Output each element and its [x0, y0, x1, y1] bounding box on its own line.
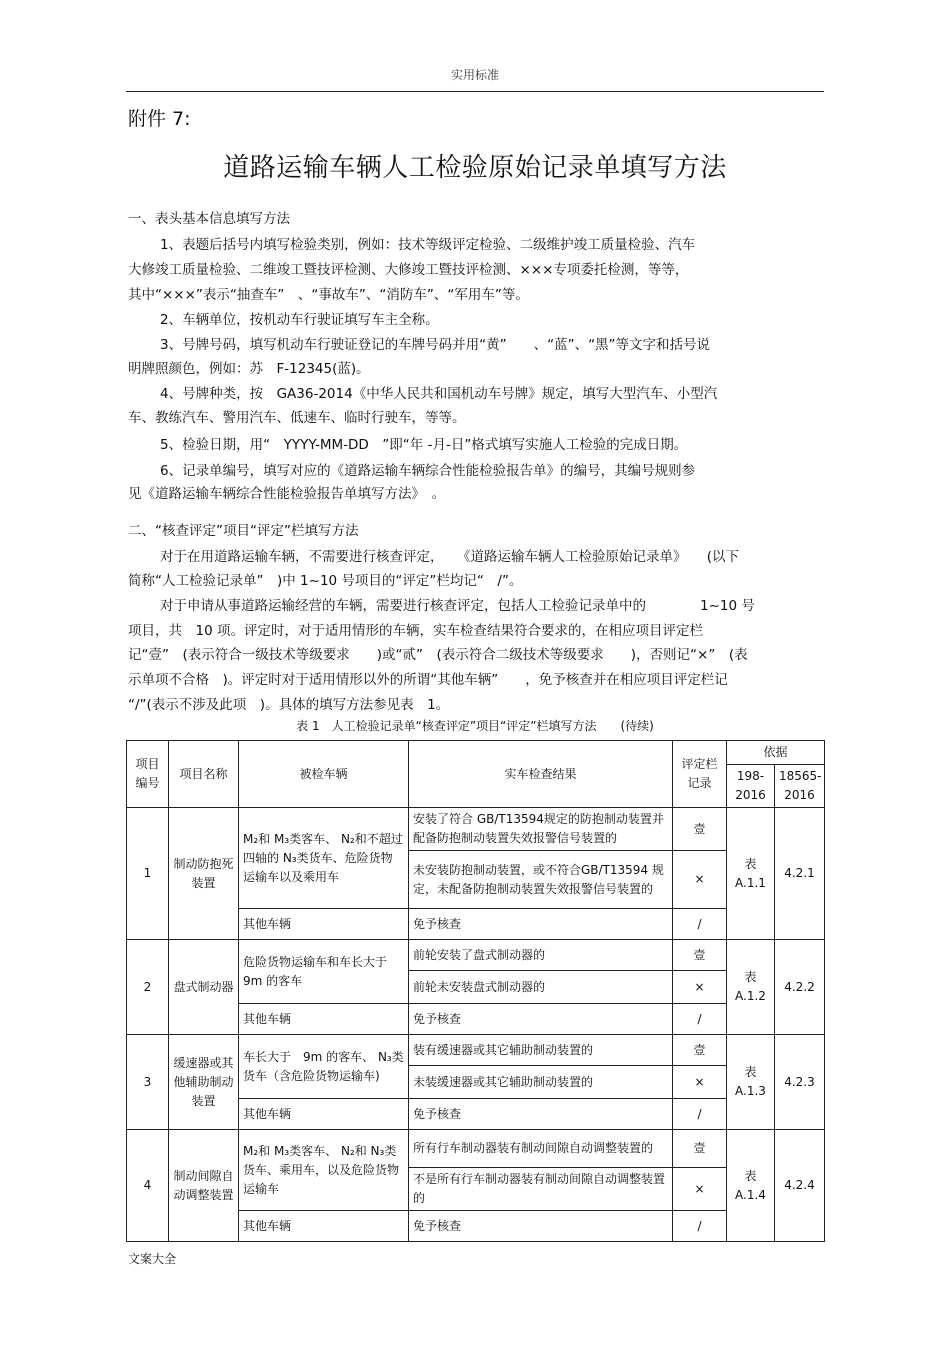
- header-result: 实车检查结果: [409, 741, 673, 808]
- row-basis-198: 表 A.1.3: [727, 1035, 775, 1130]
- row-basis-18565: 4.2.3: [775, 1035, 825, 1130]
- row-basis-18565: 4.2.2: [775, 940, 825, 1035]
- section2-heading: 二、“核查评定”项目“评定”栏填写方法: [128, 523, 359, 539]
- section2-line: 记“壹” (表示符合一级技术等级要求 )或“贰” (表示符合二级技术等级要求 )，否则记“×” (表: [128, 647, 748, 663]
- row-no: 1: [127, 808, 169, 940]
- section1-heading: 一、表头基本信息填写方法: [128, 211, 290, 227]
- row-other-vehicle: 其他车辆: [239, 1099, 409, 1130]
- row-rating-pass: 壹: [673, 1130, 727, 1168]
- row-exempt: 免予核查: [409, 1211, 673, 1242]
- section1-line: 3、号牌号码，填写机动车行驶证登记的车牌号码并用“黄” 、“蓝”、“黑”等文字和括号说: [160, 337, 711, 353]
- row-vehicle: 危险货物运输车和车长大于 9m 的客车: [239, 940, 409, 1004]
- row-vehicle: 车长大于 9m 的客车、 N₃类货车（含危险货物运输车): [239, 1035, 409, 1099]
- section1-line: 见《道路运输车辆综合性能检验报告单填写方法》 。: [128, 486, 446, 502]
- row-rating-fail: ×: [673, 1066, 727, 1099]
- row-rating-pass: 壹: [673, 1035, 727, 1066]
- section1-line: 6、记录单编号，填写对应的《道路运输车辆综合性能检验报告单》的编号，其编号规则参: [160, 463, 696, 479]
- row-basis-198: 表 A.1.4: [727, 1130, 775, 1242]
- section1-line: 车、教练汽车、警用汽车、低速车、临时行驶车，等等。: [128, 410, 466, 426]
- row-rating-pass: 壹: [673, 808, 727, 851]
- row-rating-pass: 壹: [673, 940, 727, 971]
- row-other-vehicle: 其他车辆: [239, 1004, 409, 1035]
- row-exempt: 免予核查: [409, 1004, 673, 1035]
- header-basis: 依据: [727, 741, 825, 765]
- row-result-pass: 前轮安装了盘式制动器的: [409, 940, 673, 971]
- row-other-vehicle: 其他车辆: [239, 909, 409, 940]
- row-rating-exempt: /: [673, 909, 727, 940]
- section1-line: 1、表题后括号内填写检验类别，例如：技术等级评定检验、二级维护竣工质量检验、汽车: [160, 237, 696, 253]
- annex-label: 附件 7:: [128, 108, 191, 130]
- row-name: 缓速器或其他辅助制动装置: [169, 1035, 239, 1130]
- header-no: 项目编号: [127, 741, 169, 808]
- row-result-pass: 所有行车制动器装有制动间隙自动调整装置的: [409, 1130, 673, 1168]
- row-other-vehicle: 其他车辆: [239, 1211, 409, 1242]
- header-name: 项目名称: [169, 741, 239, 808]
- row-result-fail: 未安装防抱制动装置，或不符合GB/T13594 规定，未配备防抱制动装置失效报警信号装置的: [409, 851, 673, 909]
- section2-line: 示单项不合格 )。评定时对于适用情形以外的所谓“其他车辆” ，免予核查并在相应项目评定栏记: [128, 672, 728, 688]
- header-divider: [126, 91, 824, 92]
- table-caption: 表 1 人工检验记录单“核查评定”项目“评定”栏填写方法 (待续): [296, 719, 654, 733]
- row-rating-fail: ×: [673, 971, 727, 1004]
- section1-line: 大修竣工质量检验、二维竣工暨技评检测、大修竣工暨技评检测、×××专项委托检测，等等，: [128, 262, 689, 278]
- header-rating: 评定栏记录: [673, 741, 727, 808]
- row-rating-exempt: /: [673, 1099, 727, 1130]
- header-std-18565: 18565-2016: [775, 765, 825, 808]
- row-result-fail: 不是所有行车制动器装有制动间隙自动调整装置的: [409, 1168, 673, 1211]
- row-no: 4: [127, 1130, 169, 1242]
- row-rating-exempt: /: [673, 1004, 727, 1035]
- row-vehicle: M₂和 M₃类客车、 N₂和 N₃类货车、乘用车，以及危险货物运输车: [239, 1130, 409, 1211]
- page-footer: 文案大全: [128, 1252, 177, 1266]
- section1-line: 明牌照颜色，例如：苏 F-12345(蓝)。: [128, 361, 370, 377]
- row-exempt: 免予核查: [409, 1099, 673, 1130]
- rating-table: [126, 740, 825, 1242]
- row-basis-18565: 4.2.1: [775, 808, 825, 940]
- row-name: 盘式制动器: [169, 940, 239, 1035]
- row-result-pass: 安装了符合 GB/T13594规定的防抱制动装置并配备防抱制动装置失效报警信号装置的: [409, 808, 673, 851]
- section1-line: 其中“×××”表示“抽查车” 、“事故车”、“消防车”、“军用车”等。: [128, 287, 529, 303]
- row-rating-fail: ×: [673, 851, 727, 909]
- section1-line: 4、号牌种类，按 GA36-2014《中华人民共和国机动车号牌》规定，填写大型汽车、小型汽: [160, 386, 718, 402]
- row-result-pass: 装有缓速器或其它辅助制动装置的: [409, 1035, 673, 1066]
- section2-line: 简称“人工检验记录单” )中 1~10 号项目的“评定”栏均记“ /”。: [128, 573, 523, 589]
- row-result-fail: 前轮未安装盘式制动器的: [409, 971, 673, 1004]
- section1-line: 5、检验日期，用“ YYYY-MM-DD ”即“年 -月-日”格式填写实施人工检验的完成日期。: [160, 437, 688, 453]
- row-no: 2: [127, 940, 169, 1035]
- section1-line: 2、车辆单位，按机动车行驶证填写车主全称。: [160, 312, 439, 328]
- row-rating-fail: ×: [673, 1168, 727, 1211]
- header-vehicle: 被检车辆: [239, 741, 409, 808]
- row-basis-198: 表 A.1.2: [727, 940, 775, 1035]
- row-rating-exempt: /: [673, 1211, 727, 1242]
- row-result-fail: 未装缓速器或其它辅助制动装置的: [409, 1066, 673, 1099]
- row-no: 3: [127, 1035, 169, 1130]
- page-header: 实用标准: [450, 68, 499, 82]
- row-name: 制动防抱死装置: [169, 808, 239, 940]
- row-vehicle: M₂和 M₃类客车、 N₂和不超过四轴的 N₃类货车、危险货物运输车以及乘用车: [239, 808, 409, 909]
- row-name: 制动间隙自动调整装置: [169, 1130, 239, 1242]
- row-exempt: 免予核查: [409, 909, 673, 940]
- header-std-198: 198-2016: [727, 765, 775, 808]
- section2-line: 对于在用道路运输车辆，不需要进行核查评定， 《道路运输车辆人工检验原始记录单》 (以下: [160, 549, 740, 565]
- row-basis-198: 表 A.1.1: [727, 808, 775, 940]
- section2-line: 项目，共 10 项。评定时，对于适用情形的车辆，实车检查结果符合要求的，在相应项目评定栏: [128, 623, 703, 639]
- section2-line: 对于申请从事道路运输经营的车辆，需要进行核查评定，包括人工检验记录单中的 1~10 号: [160, 598, 755, 614]
- row-basis-18565: 4.2.4: [775, 1130, 825, 1242]
- document-title: 道路运输车辆人工检验原始记录单填写方法: [223, 153, 727, 183]
- section2-line: “/”(表示不涉及此项 )。具体的填写方法参见表 1。: [128, 697, 450, 713]
